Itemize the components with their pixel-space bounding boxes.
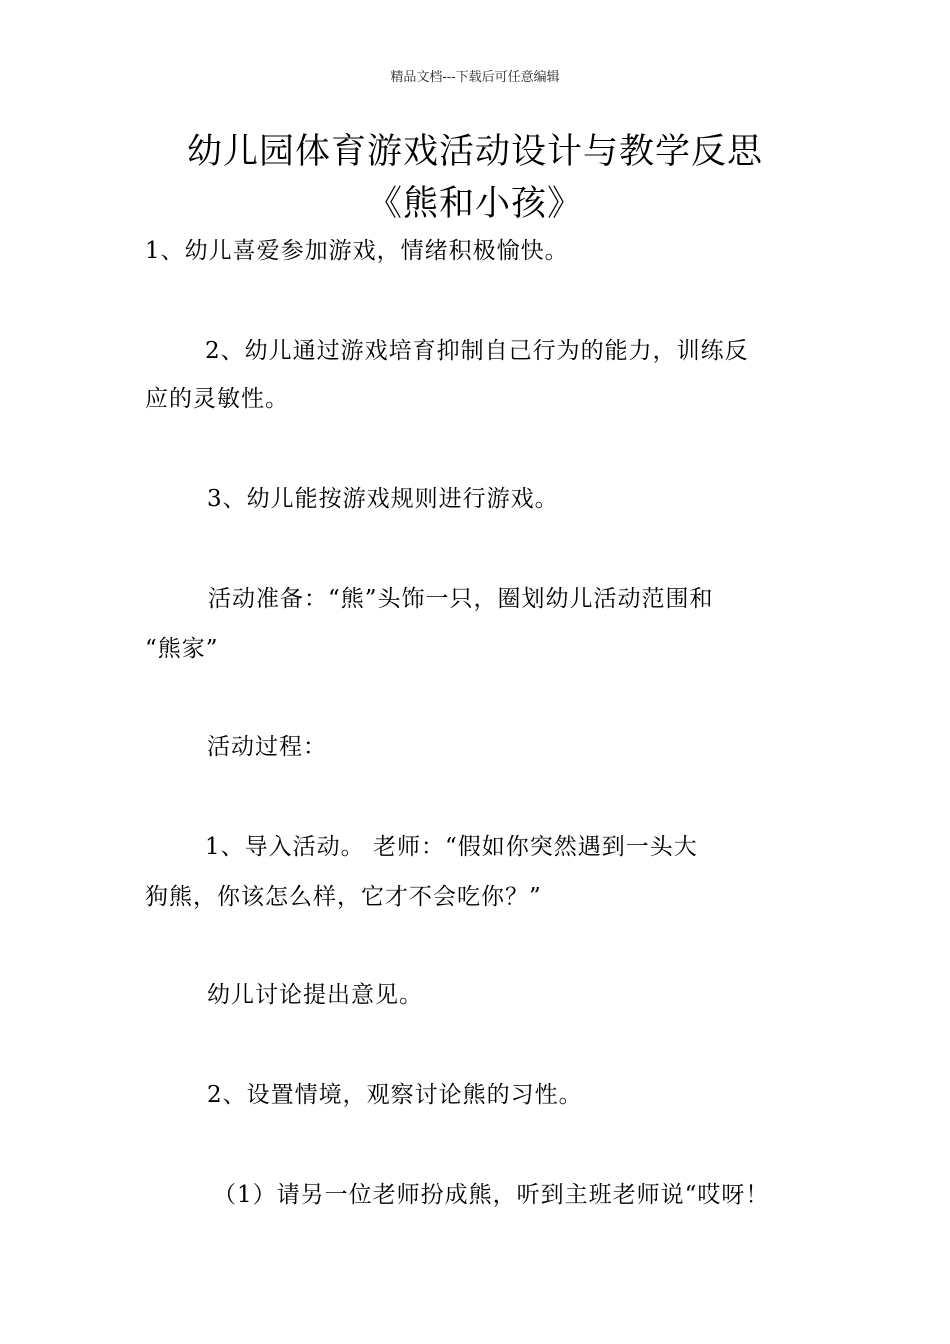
paragraph-step-1-line-1: 1、导入活动。 老师：“假如你突然遇到一头大 (205, 834, 698, 860)
paragraph-preparation-line-1: 活动准备：“熊”头饰一只，圈划幼儿活动范围和 (208, 586, 714, 612)
paragraph-discussion: 幼儿讨论提出意见。 (207, 982, 423, 1008)
document-subtitle: 《熊和小孩》 (366, 184, 583, 224)
paragraph-goal-1: 1、幼儿喜爱参加游戏，情绪积极愉快。 (145, 238, 569, 264)
paragraph-step-2-1: （1）请另一位老师扮成熊，听到主班老师说“哎呀！ (213, 1182, 770, 1208)
paragraph-process-heading: 活动过程： (207, 734, 327, 760)
paragraph-goal-2-line-2: 应的灵敏性。 (145, 386, 289, 412)
header-note: 精品文档---下载后可任意编辑 (390, 70, 560, 85)
paragraph-preparation-line-2: “熊家” (145, 636, 219, 662)
document-title: 幼儿园体育游戏活动设计与教学反思 (186, 132, 763, 172)
paragraph-step-1-line-2: 狗熊，你该怎么样，它才不会吃你？” (145, 884, 542, 910)
paragraph-goal-3: 3、幼儿能按游戏规则进行游戏。 (207, 486, 559, 512)
paragraph-goal-2-line-1: 2、幼儿通过游戏培育抑制自己行为的能力，训练反 (205, 338, 749, 364)
paragraph-step-2: 2、设置情境，观察讨论熊的习性。 (207, 1082, 583, 1108)
